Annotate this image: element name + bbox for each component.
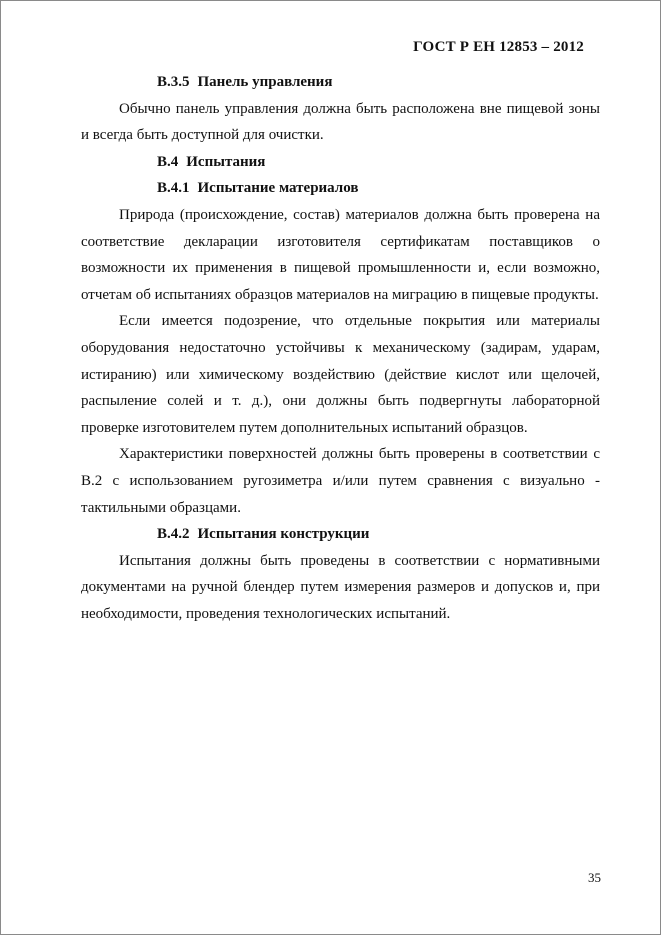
section-heading-b35 [81,69,600,96]
page-content [81,69,600,627]
paragraph-control-panel: Обычно панель управления должна быть расположена вне пищевой зоны и всегда быть доступной для очистки. [81,100,600,144]
section-heading-b42 [81,521,600,548]
paragraph-construction-tests: Испытания должны быть проведены в соответствии с нормативными документами на ручной блендер путем измерения размеров и допусков и, при необходимости, проведения технологических испытаний. [81,552,600,622]
paragraph-coating-suspicion: Если имеется подозрение, что отдельные покрытия или материалы оборудования недостаточно устойчивы к механическому (задирам, ударам, истиранию) или химическому воздействию (действие кислот или щелочей, распыление солей и т. д.), они должны быть подвергнуты лабораторной проверке изготовителем путем дополнительных испытаний образцов. [81,313,600,436]
section-title: Испытания конструкции [197,526,370,543]
section-number: В.4.2 [157,526,190,543]
section-title: Испытания [186,153,266,170]
section-number: В.3.5 [157,74,190,90]
section-heading-b41 [81,175,600,202]
section-number: В.4.1 [157,180,190,197]
section-title: Испытание материалов [197,180,359,197]
paragraph-surface-characteristics: Характеристики поверхностей должны быть проверены в соответствии с В.2 с использованием ругозиметра и/или путем сравнения с визуально - тактильными образцами. [81,446,600,516]
section-heading-b4 [81,149,600,176]
document-code-header: ГОСТ Р ЕН 12853 – 2012 [413,39,584,55]
paragraph-material-nature: Природа (происхождение, состав) материалов должна быть проверена на соответствие декларации изготовителя сертификатам поставщиков о возможности их применения в пищевой промышленности и, если возможно, отчетам об испытаниях образцов материалов на миграцию в пищевые продукты. [81,206,600,303]
section-number: В.4 [157,153,179,170]
page-number: 35 [588,870,601,885]
section-title: Панель управления [197,74,333,90]
